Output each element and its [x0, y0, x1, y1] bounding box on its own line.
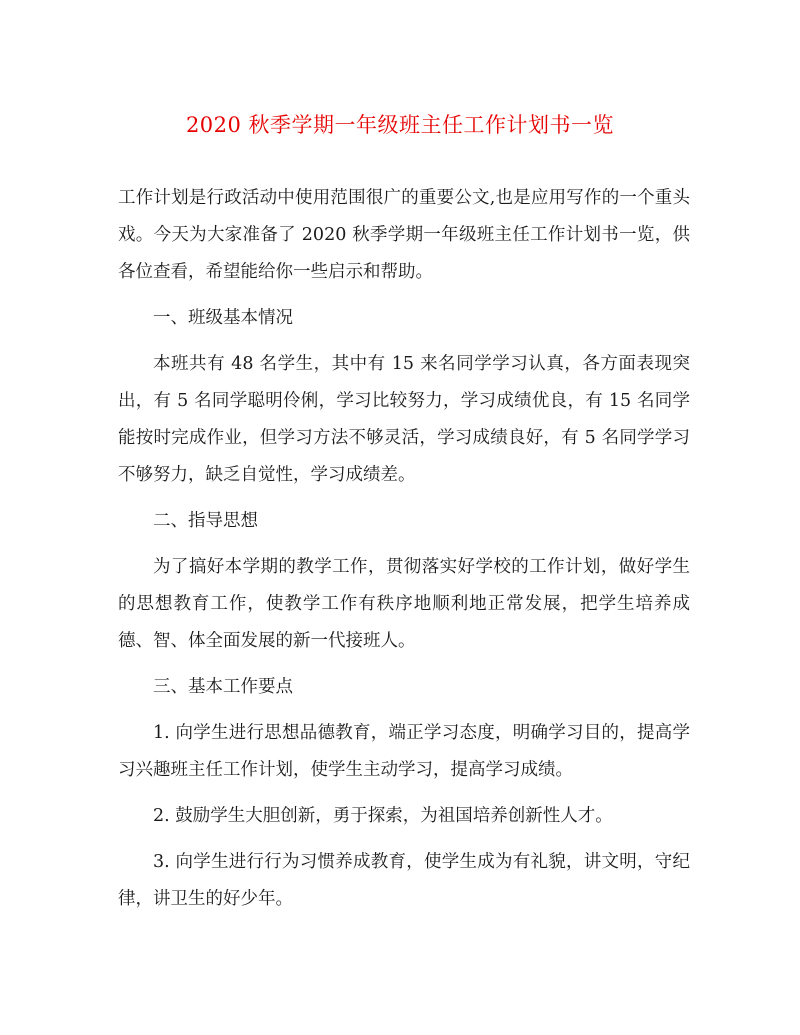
- guiding-ideology-paragraph: 为了搞好本学期的教学工作，贯彻落实好学校的工作计划，做好学生的思想教育工作，使教学工作有秩序地顺利地正常发展，把学生培养成德、智、体全面发展的新一代接班人。: [118, 557, 690, 651]
- work-point-item: 3. 向学生进行行为习惯养成教育，使学生成为有礼貌，讲文明，守纪律，讲卫生的好少年。: [118, 852, 690, 909]
- work-point-item: 2. 鼓励学生大胆创新，勇于探索，为祖国培养创新性人才。: [153, 806, 613, 826]
- section-heading-guiding-ideology: 二、指导思想: [153, 511, 258, 531]
- work-point-item: 1. 向学生进行思想品德教育，端正学习态度，明确学习目的，提高学习兴趣班主任工作计划，使学生主动学习，提高学习成绩。: [118, 723, 690, 780]
- document-body: [118, 180, 690, 927]
- intro-paragraph: 工作计划是行政活动中使用范围很广的重要公文,也是应用写作的一个重头戏。今天为大家准备了 2020 秋季学期一年级班主任工作计划书一览，供各位查看，希望能给你一些启示和帮助。: [118, 188, 690, 282]
- section-heading-work-points: 三、基本工作要点: [153, 677, 293, 697]
- section-heading-class-situation: 一、班级基本情况: [153, 308, 293, 328]
- class-situation-paragraph: 本班共有 48 名学生，其中有 15 来名同学学习认真，各方面表现突出，有 5 名同学聪明伶俐，学习比较努力，学习成绩优良，有 15 名同学能按时完成作业，但学习方法不够灵活，学习成绩良好，有 5 名同学学习不够努力，缺乏自觉性，学习成绩差。: [118, 354, 690, 485]
- document-title: 2020 秋季学期一年级班主任工作计划书一览: [185, 113, 615, 137]
